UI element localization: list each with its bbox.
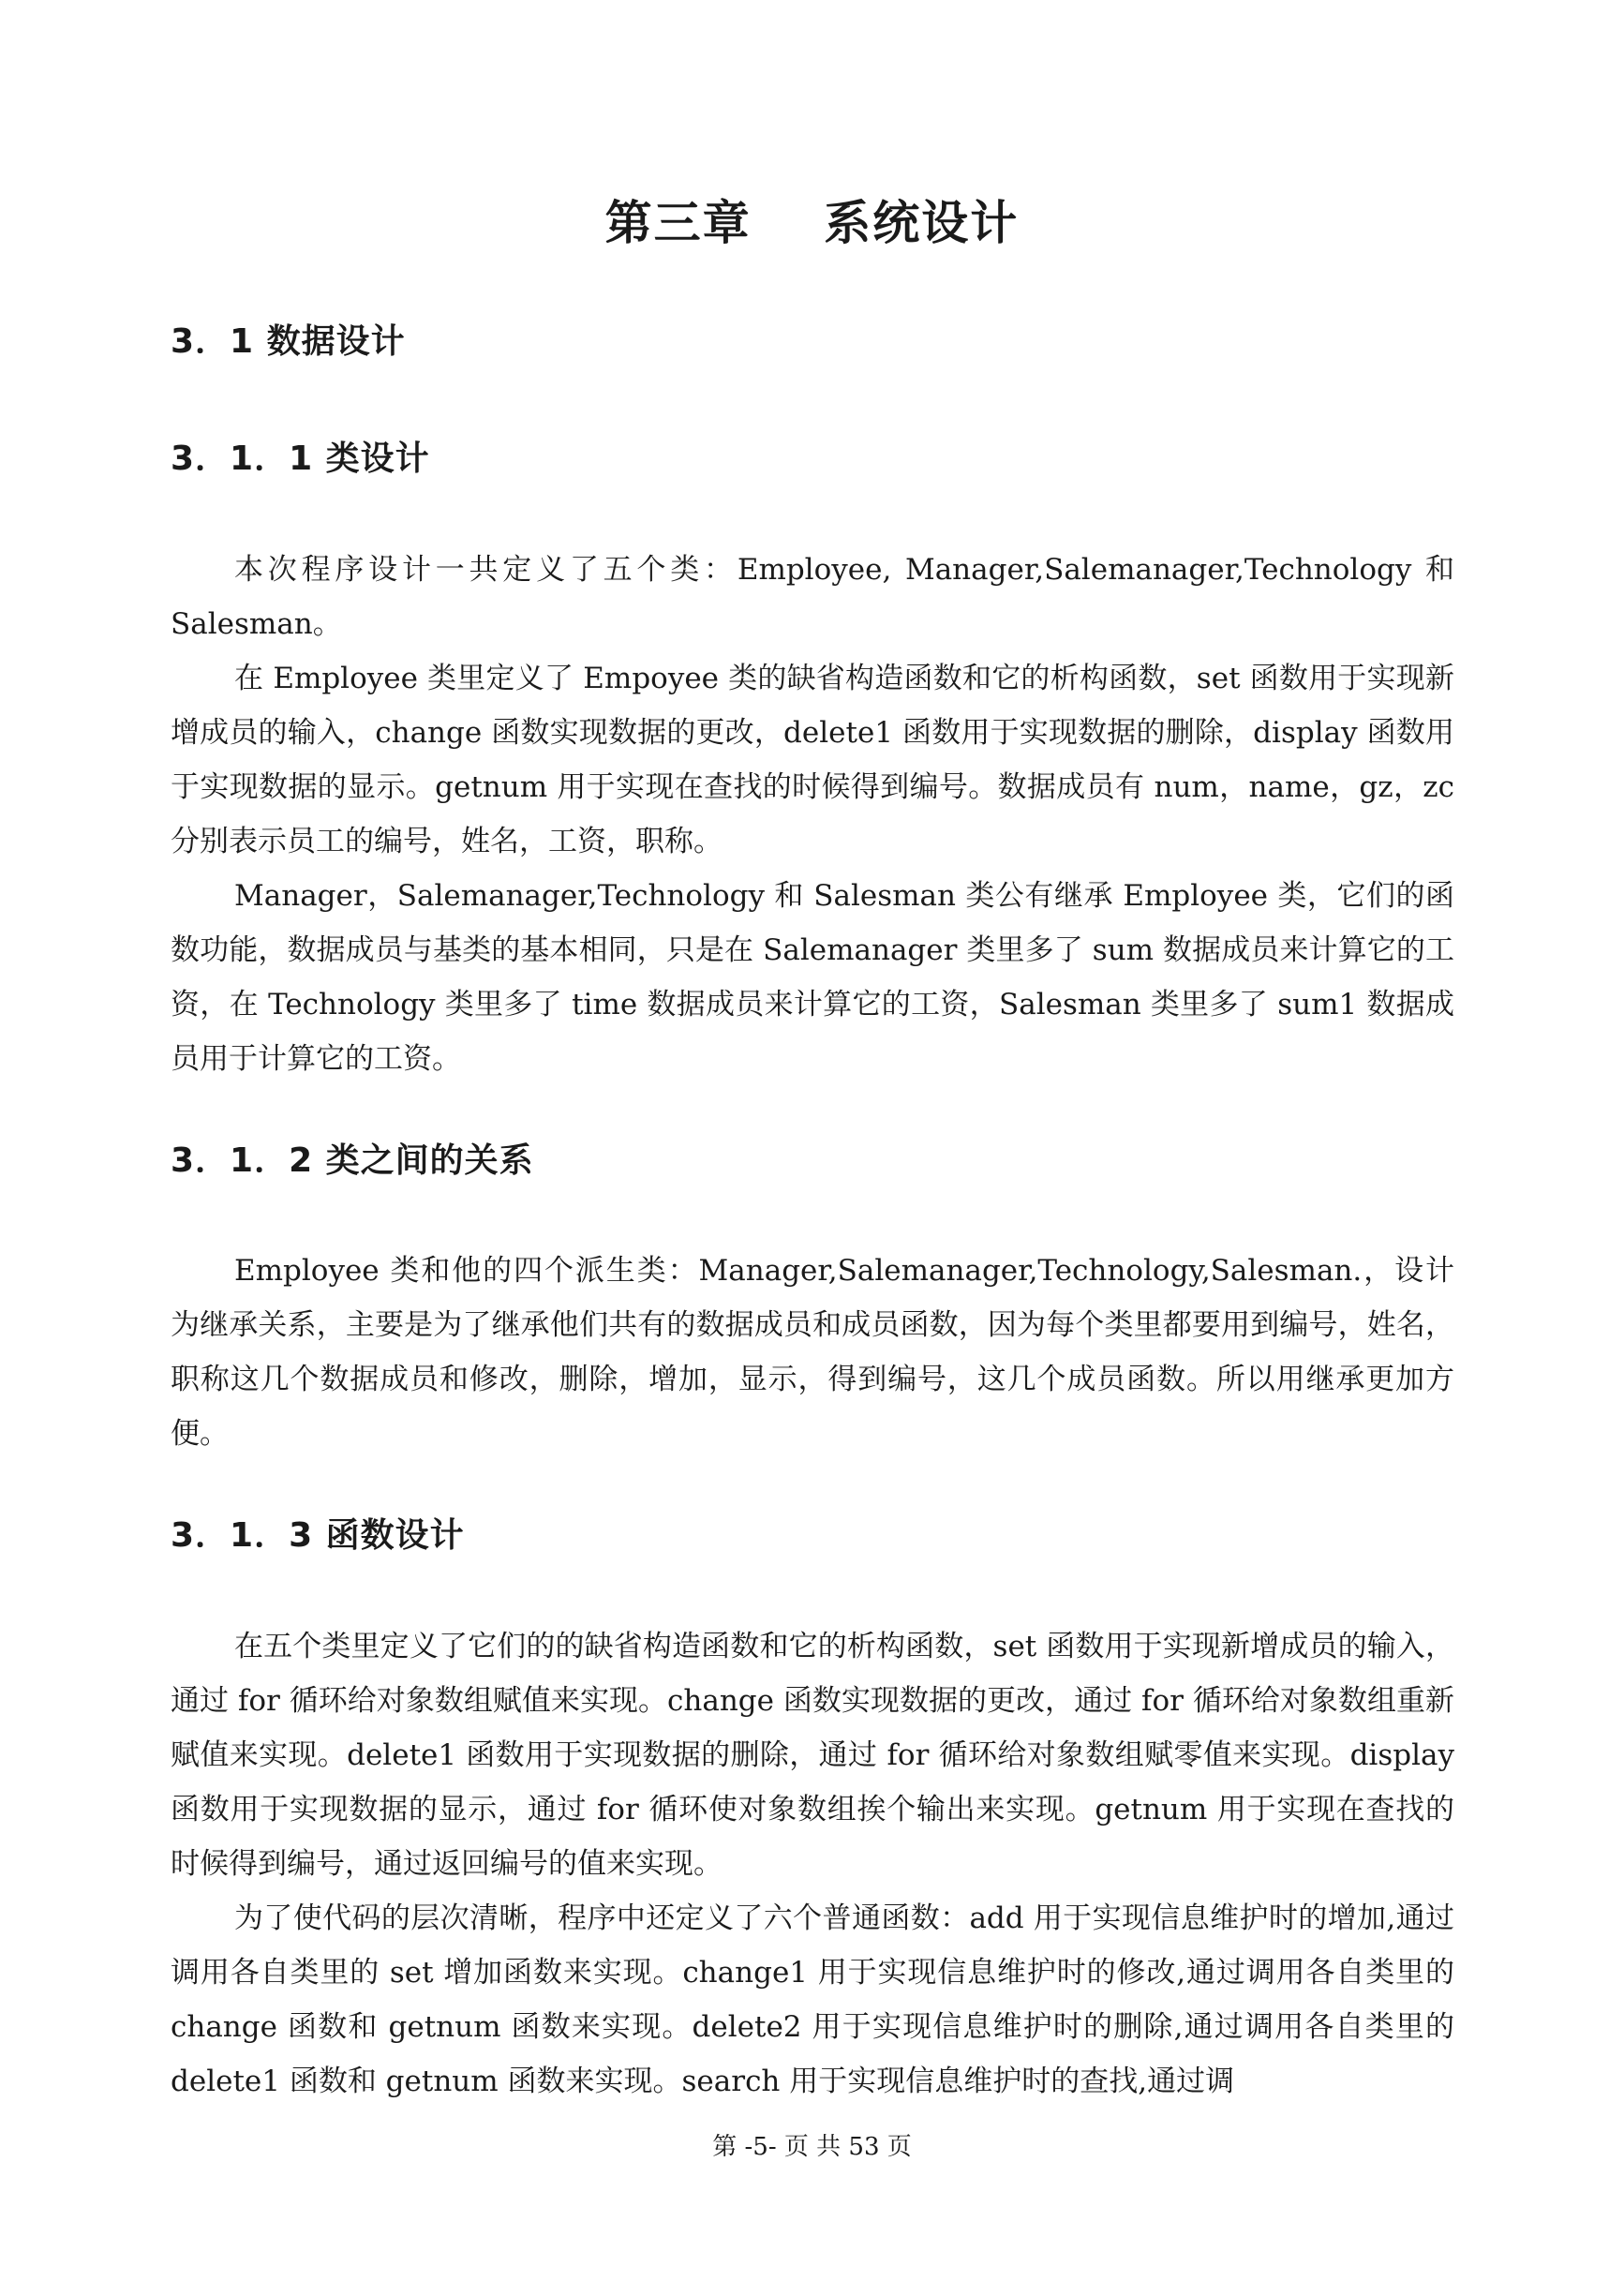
paragraph-derived-classes: Manager，Salemanager,Technology 和 Salesman 类公有继承 Employee 类，它们的函数功能，数据成员与基类的基本相同，只是在 Salemanager 类里多了 sum 数据成员来计算它的工资，在 Technology 类里多了 time 数据成员来计算它的工资，Salesman 类里多了 sum1 数据成员用于计算它的工资。	[171, 879, 1454, 1076]
section-heading-3-1: 3．1 数据设计	[171, 322, 406, 361]
section-heading-3-1-2: 3．1．2 类之间的关系	[171, 1141, 534, 1180]
paragraph-member-functions: 在五个类里定义了它们的的缺省构造函数和它的析构函数，set 函数用于实现新增成员的输入，通过 for 循环给对象数组赋值来实现。change 函数实现数据的更改，通过 for 循环给对象数组重新赋值来实现。delete1 函数用于实现数据的删除，通过 for 循环给对象数组赋零值来实现。display 函数用于实现数据的显示，通过 for 循环使对象数组挨个输出来实现。getnum 用于实现在查找的时候得到编号，通过返回编号的值来实现。	[171, 1630, 1454, 1881]
paragraph-class-relations: Employee 类和他的四个派生类：Manager,Salemanager,Technology,Salesman.，设计为继承关系，主要是为了继承他们共有的数据成员和成员函数，因为每个类里都要用到编号，姓名，职称这几个数据成员和修改，删除，增加，显示，得到编号，这几个成员函数。所以用继承更加方便。	[171, 1254, 1454, 1451]
paragraph-employee-class: 在 Employee 类里定义了 Empoyee 类的缺省构造函数和它的析构函数，set 函数用于实现新增成员的输入，change 函数实现数据的更改，delete1 函数用于实现数据的删除，display 函数用于实现数据的显示。getnum 用于实现在查找的时候得到编号。数据成员有 num，name，gz，zc 分别表示员工的编号，姓名，工资，职称。	[171, 662, 1454, 858]
section-heading-3-1-3: 3．1．3 函数设计	[171, 1516, 465, 1555]
paragraph-class-overview: 本次程序设计一共定义了五个类：Employee, Manager,Salemanager,Technology 和Salesman。	[171, 553, 1454, 641]
page-footer: 第 -5- 页 共 53 页	[712, 2133, 912, 2161]
paragraph-ordinary-functions: 为了使代码的层次清晰，程序中还定义了六个普通函数：add 用于实现信息维护时的增加,通过调用各自类里的 set 增加函数来实现。change1 用于实现信息维护时的修改,通过调用各自类里的 change 函数和 getnum 函数来实现。delete2 用于实现信息维护时的删除,通过调用各自类里的 delete1 函数和 getnum 函数来实现。search 用于实现信息维护时的查找,通过调	[171, 1901, 1454, 2098]
section-heading-3-1-1: 3．1．1 类设计	[171, 440, 430, 478]
chapter-title: 第三章 系统设计	[604, 196, 1020, 250]
